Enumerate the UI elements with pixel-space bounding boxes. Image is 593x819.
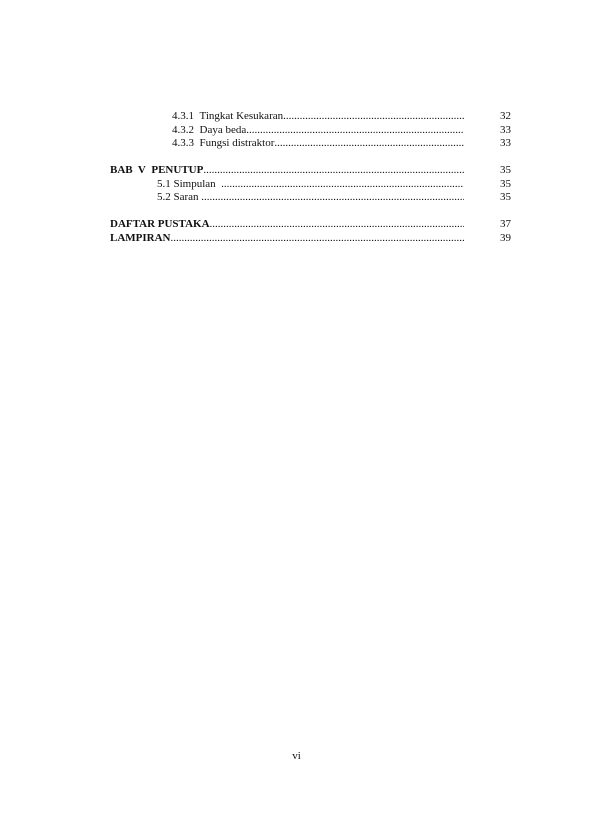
toc-entry-daftar-pustaka[interactable] <box>0 218 593 231</box>
dot-leader <box>246 124 464 137</box>
toc-chapter-number: BAB V <box>110 164 146 176</box>
toc-entry-4-3-2[interactable] <box>0 124 593 137</box>
toc-entry-title: 5.1 Simpulan <box>157 178 219 190</box>
toc-entry-page: 35 <box>500 178 511 190</box>
toc-chapter-title: LAMPIRAN <box>110 232 171 244</box>
dot-leader <box>201 191 464 204</box>
dot-leader <box>274 137 464 150</box>
page-number: vi <box>292 750 301 762</box>
toc-entry-page: 39 <box>500 232 511 244</box>
toc-entry-lampiran[interactable] <box>0 232 593 245</box>
toc-entry-title: Daya beda <box>199 124 247 136</box>
toc-entry-title: 5.2 Saran <box>157 191 202 203</box>
dot-leader <box>210 218 464 231</box>
toc-entry-4-3-3[interactable] <box>0 137 593 150</box>
toc-entry-page: 35 <box>500 191 511 203</box>
toc-entry-bab-v[interactable] <box>0 164 593 177</box>
dot-leader <box>221 178 464 191</box>
toc-entry-4-3-1[interactable] <box>0 110 593 123</box>
toc-entry-title: Tingkat Kesukaran <box>199 110 284 122</box>
toc-entry-page: 35 <box>500 164 511 176</box>
toc-chapter-title: DAFTAR PUSTAKA <box>110 218 210 230</box>
toc-chapter-title: PENUTUP <box>151 164 204 176</box>
toc-entry-5-2[interactable] <box>0 191 593 204</box>
toc-entry-title: Fungsi distraktor <box>199 137 275 149</box>
dot-leader <box>283 110 464 123</box>
toc-entry-page: 37 <box>500 218 511 230</box>
toc-entry-5-1[interactable] <box>0 178 593 191</box>
dot-leader <box>171 232 465 245</box>
toc-entry-number: 4.3.1 <box>172 110 194 122</box>
toc-entry-page: 33 <box>500 137 511 149</box>
toc-entry-number: 4.3.3 <box>172 137 194 149</box>
toc-entry-page: 33 <box>500 124 511 136</box>
toc-entry-page: 32 <box>500 110 511 122</box>
toc-entry-number: 4.3.2 <box>172 124 194 136</box>
dot-leader <box>203 164 464 177</box>
